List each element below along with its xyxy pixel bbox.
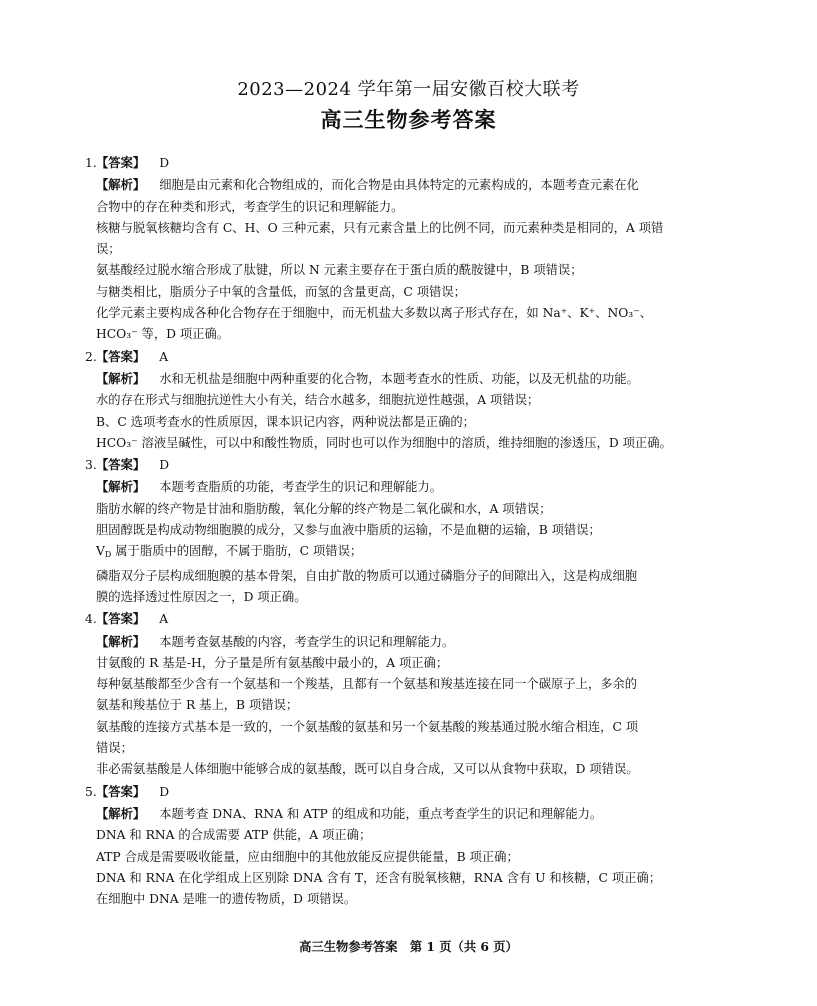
answer-line: 2.【答案】 A (85, 348, 169, 364)
text-line: 甘氨酸的 R 基是-H，分子量是所有氨基酸中最小的，A 项正确； (96, 655, 449, 670)
answer-value: D (159, 784, 170, 799)
text-line: DNA 和 RNA 在化学组成上区别除 DNA 含有 T，还含有脱氧核糖，RNA 含有 U 和核糖，C 项正确； (96, 870, 662, 885)
text-line: DNA 和 RNA 的合成需要 ATP 供能，A 项正确； (96, 828, 372, 843)
text-line: 水的存在形式与细胞抗逆性大小有关，结合水越多，细胞抗逆性越强，A 项错误； (96, 393, 540, 408)
answer-body (85, 152, 721, 910)
answer-line: 3.【答案】 D (85, 457, 170, 473)
analysis-line: 【解析】 细胞是由元素和化合物组成的，而化合物是由具体特定的元素构成的，本题考查元素在化 (96, 177, 639, 193)
text-line: 化学元素主要构成各种化合物存在于细胞中，而无机盐大多数以离子形式存在，如 Na⁺、K⁺、NO₃⁻、 (96, 306, 653, 321)
text-line: ATP 合成是需要吸收能量，应由细胞中的其他放能反应提供能量，B 项正确； (96, 849, 519, 864)
answer-value: D (159, 458, 170, 473)
text-line: 错误； (96, 741, 133, 756)
document-title: 高三生物参考答案 (320, 107, 497, 132)
answer-value: A (159, 349, 169, 364)
answer-value: D (159, 156, 170, 170)
text-line: 每种氨基酸都至少含有一个氨基和一个羧基，且都有一个氨基和羧基连接在同一个碳原子上，多余的 (96, 677, 638, 692)
text-line: $V_D$ 属于脂质中的固醇，不属于脂肪，C 项错误； (96, 544, 363, 560)
text-line: 磷脂双分子层构成细胞膜的基本骨架，自由扩散的物质可以通过磷脂分子的间隙出入，这是构成细胞 (96, 568, 638, 583)
text-line: 脂肪水解的终产物是甘油和脂肪酸，氧化分解的终产物是二氧化碳和水，A 项错误； (96, 501, 552, 516)
answer-line: 5.【答案】 D (85, 783, 170, 799)
answer-line: 1.【答案】 D (85, 155, 170, 170)
exam-title: 2023—2024 学年第一届安徽百校大联考 (237, 79, 580, 100)
text-line: 误； (96, 242, 121, 257)
text-line: 非必需氨基酸是人体细胞中能够合成的氨基酸，既可以自身合成，又可以从食物中获取，D 项错误。 (96, 762, 639, 777)
answer-value: A (159, 612, 169, 627)
text-line: HCO₃⁻ 溶液呈碱性，可以中和酸性物质，同时也可以作为细胞中的溶质，维持细胞的渗透压，D 项正确。 (96, 435, 672, 450)
analysis-line: 【解析】 本题考查 DNA、RNA 和 ATP 的组成和功能，重点考查学生的识记和理解能力。 (96, 805, 603, 821)
text-line: 合物中的存在种类和形式，考查学生的识记和理解能力。 (96, 199, 404, 214)
text-line: 在细胞中 DNA 是唯一的遗传物质，D 项错误。 (96, 892, 357, 907)
text-line: 氨基酸经过脱水缩合形成了肽键，所以 N 元素主要存在于蛋白质的酰胺键中，B 项错误； (96, 263, 583, 278)
text-line: B、C 选项考查水的性质原因，课本识记内容，两种说法都是正确的； (96, 414, 475, 429)
text-line: 胆固醇既是构成动物细胞膜的成分，又参与血液中脂质的运输，不是血糖的运输，B 项错误； (96, 523, 601, 538)
analysis-line: 【解析】 水和无机盐是细胞中两种重要的化合物，本题考查水的性质、功能，以及无机盐的功能。 (96, 370, 639, 386)
text-line: 氨基酸的连接方式基本是一致的，一个氨基酸的氨基和另一个氨基酸的羧基通过脱水缩合相连，C 项 (96, 719, 639, 734)
analysis-line: 【解析】 本题考查氨基酸的内容，考查学生的识记和理解能力。 (96, 633, 455, 649)
answer-line: 4.【答案】 A (85, 611, 169, 627)
text-line: 与糖类相比，脂质分子中氧的含量低，而氢的含量更高，C 项错误； (96, 284, 466, 299)
text-line: 核糖与脱氧核糖均含有 C、H、O 三种元素，只有元素含量上的比例不同，而元素种类是相同的，A 项错 (96, 220, 664, 235)
text-line: 膜的选择透过性原因之一，D 项正确。 (96, 589, 307, 604)
text-line: 氨基和羧基位于 R 基上，B 项错误； (96, 698, 299, 713)
analysis-line: 【解析】 本题考查脂质的功能，考查学生的识记和理解能力。 (96, 479, 443, 495)
page-footer: 高三生物参考答案 第 1 页（共 6 页） (299, 939, 518, 954)
text-line: HCO₃⁻ 等，D 项正确。 (96, 327, 230, 342)
